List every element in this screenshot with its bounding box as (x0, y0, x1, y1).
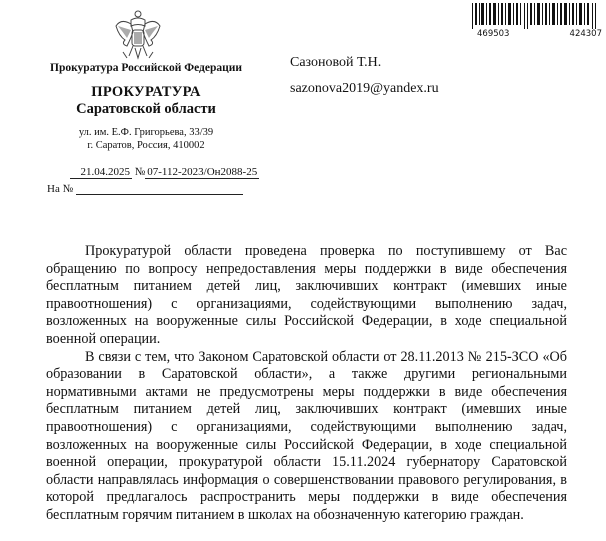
barcode-left-digits: 469503 (477, 29, 510, 39)
org-region: Саратовской области (76, 101, 216, 117)
number-label: № (134, 166, 146, 178)
org-title: ПРОКУРАТУРА (91, 84, 201, 100)
barcode-digits (477, 29, 602, 39)
address-line-2: г. Саратов, Россия, 410002 (87, 140, 205, 151)
barcode-right-digits: 424307 (569, 29, 602, 39)
document-number: 07-112-2023/Он2088-25 (147, 166, 258, 178)
document-reference (70, 166, 259, 179)
recipient-name: Сазоновой Т.Н. (290, 55, 382, 70)
letter-body (46, 243, 567, 525)
body-paragraph: Прокуратурой области проведена проверка по поступившему от Вас обращению по вопросу непредоставления меры поддержки в виде обеспечения бесплатным питанием детей лиц, заключивших контракт (имевших иные правоотношения) с организациями, содействующими выполнению задач, возложенных на вооруженные силы Российской Федерации, в ходе специальной военной операции. (46, 243, 567, 347)
document-date: 21.04.2025 (70, 166, 132, 179)
body-paragraph: В связи с тем, что Законом Саратовской области от 28.11.2013 № 215-ЗСО «Об образовании в Саратовской области», а также другими региональными нормативными актами не предусмотрены меры поддержки в виде обеспечения бесплатным питанием детей лиц, заключивших контракт (имевших иные правоотношения) с организациями, содействующими выполнению задач, возложенных на вооруженные силы Российской Федерации, в ходе специальной военной операции, прокуратурой области 15.11.2024 губернатору Саратовской области направлялась информация о совершенствовании правового регулирования, в которой предлагалось распространить меры поддержки в виде обеспечения бесплатным горячим питанием в школах на обозначенную категорию граждан. (46, 348, 567, 523)
address-line-1: ул. им. Е.Ф. Григорьева, 33/39 (78, 127, 214, 138)
reply-to-reference (47, 183, 243, 195)
coat-of-arms-icon (113, 8, 163, 63)
org-federal-name: Прокуратура Российской Федерации (50, 62, 242, 74)
reply-to-label: На № (47, 183, 74, 195)
reply-to-blank-line (76, 183, 243, 195)
recipient-email: sazonova2019@yandex.ru (290, 81, 439, 96)
